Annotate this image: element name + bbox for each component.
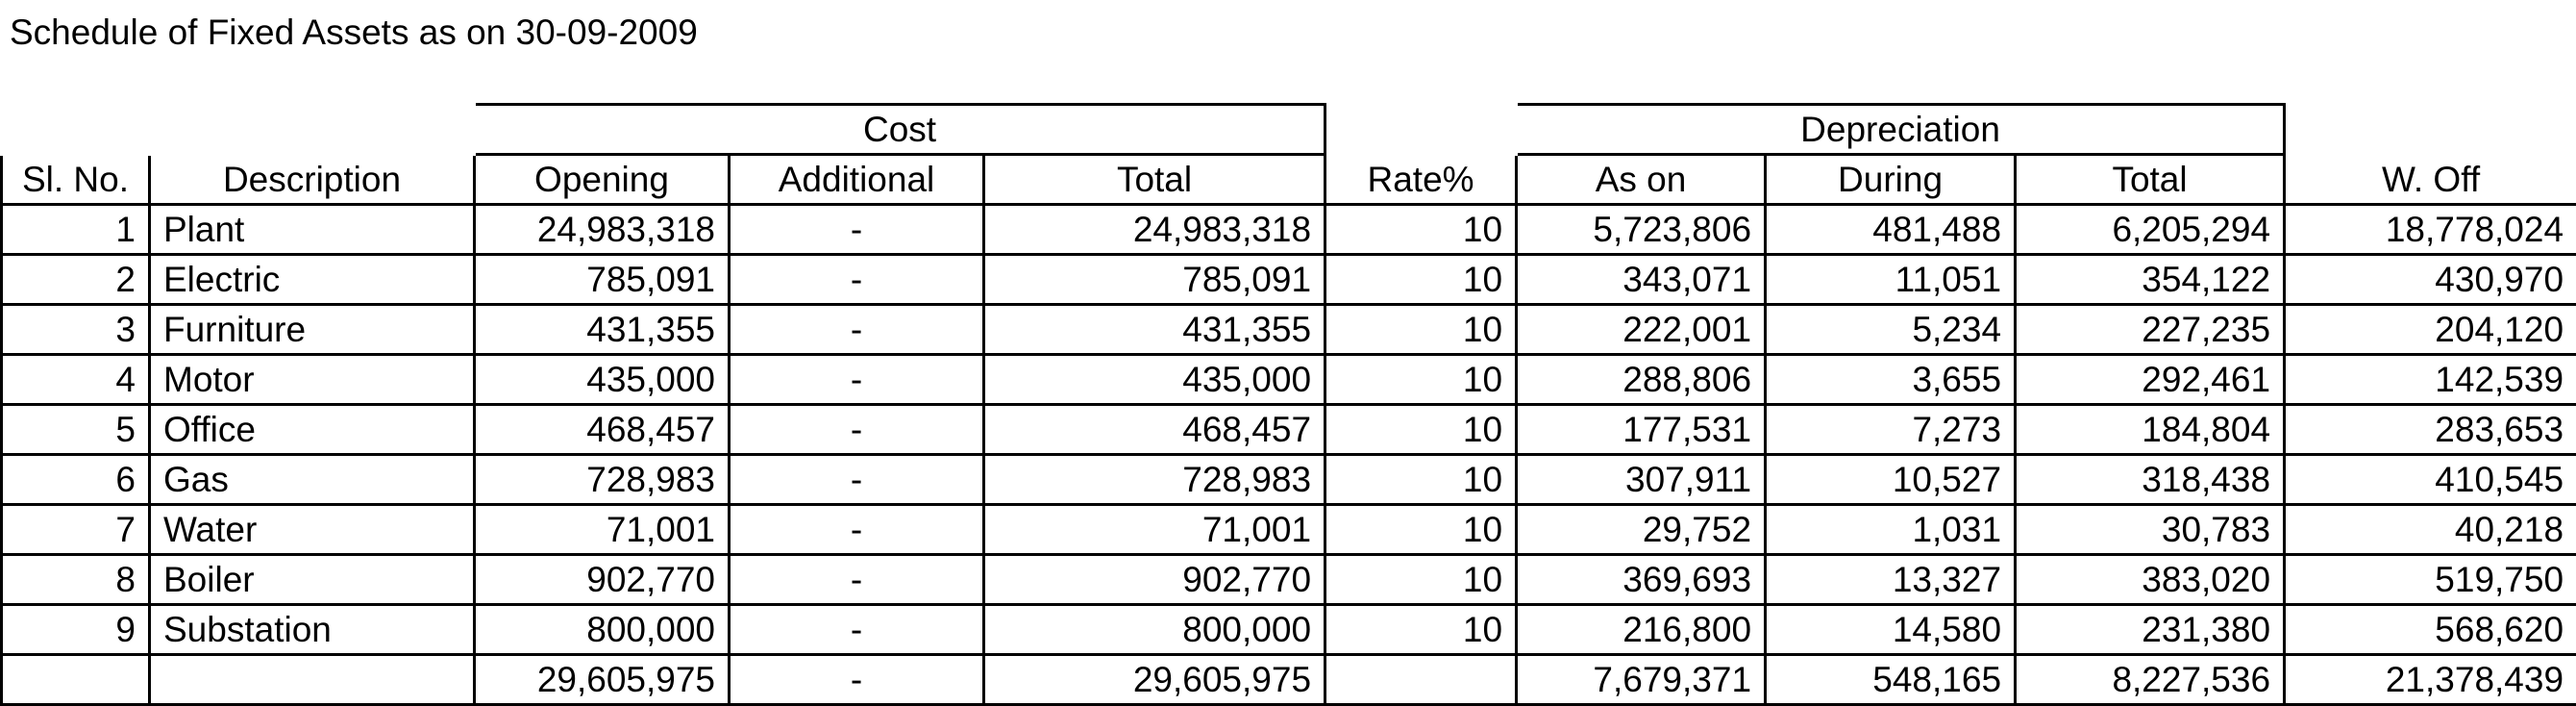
totals-w-off: 21,378,439 <box>2285 655 2576 705</box>
table-row <box>2 205 2576 255</box>
cell-rate: 10 <box>1325 455 1517 505</box>
cell-total-cost: 24,983,318 <box>984 205 1325 255</box>
cell-rate: 10 <box>1325 505 1517 555</box>
cell-during: 14,580 <box>1766 605 2016 655</box>
cell-sl-no: 6 <box>2 455 150 505</box>
cell-description: Boiler <box>150 555 475 605</box>
header-sl-no: Sl. No. <box>2 155 150 205</box>
cell-w-off: 283,653 <box>2285 405 2576 455</box>
cell-rate: 10 <box>1325 205 1517 255</box>
cell-during: 3,655 <box>1766 355 2016 405</box>
header-as-on: As on <box>1517 155 1766 205</box>
cost-group-header: Cost <box>475 105 1325 155</box>
cell-sl-no: 9 <box>2 605 150 655</box>
cell-during: 7,273 <box>1766 405 2016 455</box>
table-row <box>2 255 2576 305</box>
cell-opening: 902,770 <box>475 555 730 605</box>
cell-total-cost: 468,457 <box>984 405 1325 455</box>
header-description: Description <box>150 155 475 205</box>
cell-additional: - <box>730 605 984 655</box>
cell-rate: 10 <box>1325 305 1517 355</box>
cell-as-on: 29,752 <box>1517 505 1766 555</box>
cell-total-cost: 71,001 <box>984 505 1325 555</box>
cell-opening: 435,000 <box>475 355 730 405</box>
cell-description: Motor <box>150 355 475 405</box>
cell-as-on: 307,911 <box>1517 455 1766 505</box>
cell-opening: 431,355 <box>475 305 730 355</box>
cell-opening: 800,000 <box>475 605 730 655</box>
cell-sl-no: 8 <box>2 555 150 605</box>
cell-w-off: 142,539 <box>2285 355 2576 405</box>
totals-as-on: 7,679,371 <box>1517 655 1766 705</box>
cell-total-cost: 431,355 <box>984 305 1325 355</box>
cell-total-cost: 800,000 <box>984 605 1325 655</box>
totals-additional: - <box>730 655 984 705</box>
totals-description-blank <box>150 655 475 705</box>
cell-total-depreciation: 231,380 <box>2016 605 2285 655</box>
page-title: Schedule of Fixed Assets as on 30-09-2009 <box>10 8 698 58</box>
group-header-row <box>2 105 2576 155</box>
cell-additional: - <box>730 505 984 555</box>
cell-opening: 24,983,318 <box>475 205 730 255</box>
cell-total-depreciation: 184,804 <box>2016 405 2285 455</box>
cell-as-on: 177,531 <box>1517 405 1766 455</box>
cell-total-depreciation: 227,235 <box>2016 305 2285 355</box>
cell-additional: - <box>730 355 984 405</box>
cell-w-off: 410,545 <box>2285 455 2576 505</box>
cell-w-off: 40,218 <box>2285 505 2576 555</box>
cell-total-depreciation: 354,122 <box>2016 255 2285 305</box>
totals-sl-blank <box>2 655 150 705</box>
cell-description: Water <box>150 505 475 555</box>
cell-total-cost: 728,983 <box>984 455 1325 505</box>
cell-description: Furniture <box>150 305 475 355</box>
cell-total-cost: 435,000 <box>984 355 1325 405</box>
cell-during: 481,488 <box>1766 205 2016 255</box>
header-w-off: W. Off <box>2285 155 2576 205</box>
fixed-assets-table <box>0 103 2576 706</box>
cell-during: 5,234 <box>1766 305 2016 355</box>
header-additional: Additional <box>730 155 984 205</box>
cell-total-depreciation: 30,783 <box>2016 505 2285 555</box>
cell-opening: 71,001 <box>475 505 730 555</box>
cell-total-depreciation: 6,205,294 <box>2016 205 2285 255</box>
header-opening: Opening <box>475 155 730 205</box>
header-total-cost: Total <box>984 155 1325 205</box>
cell-total-cost: 902,770 <box>984 555 1325 605</box>
cell-additional: - <box>730 405 984 455</box>
cell-as-on: 343,071 <box>1517 255 1766 305</box>
totals-total-depreciation: 8,227,536 <box>2016 655 2285 705</box>
cell-during: 11,051 <box>1766 255 2016 305</box>
cell-sl-no: 7 <box>2 505 150 555</box>
cell-description: Gas <box>150 455 475 505</box>
cell-rate: 10 <box>1325 355 1517 405</box>
table-row <box>2 305 2576 355</box>
cell-w-off: 519,750 <box>2285 555 2576 605</box>
cell-w-off: 430,970 <box>2285 255 2576 305</box>
totals-row <box>2 655 2576 705</box>
cell-additional: - <box>730 555 984 605</box>
column-header-row <box>2 155 2576 205</box>
cell-total-depreciation: 318,438 <box>2016 455 2285 505</box>
cell-sl-no: 4 <box>2 355 150 405</box>
totals-opening: 29,605,975 <box>475 655 730 705</box>
cell-w-off: 204,120 <box>2285 305 2576 355</box>
cell-description: Substation <box>150 605 475 655</box>
table-row <box>2 405 2576 455</box>
cell-sl-no: 1 <box>2 205 150 255</box>
totals-total-cost: 29,605,975 <box>984 655 1325 705</box>
cell-total-depreciation: 383,020 <box>2016 555 2285 605</box>
header-during: During <box>1766 155 2016 205</box>
cell-rate: 10 <box>1325 555 1517 605</box>
cell-rate: 10 <box>1325 605 1517 655</box>
totals-rate-blank <box>1325 655 1517 705</box>
cell-as-on: 288,806 <box>1517 355 1766 405</box>
cell-during: 13,327 <box>1766 555 2016 605</box>
cell-opening: 468,457 <box>475 405 730 455</box>
totals-during: 548,165 <box>1766 655 2016 705</box>
cell-during: 10,527 <box>1766 455 2016 505</box>
cell-additional: - <box>730 305 984 355</box>
table-row <box>2 605 2576 655</box>
cell-w-off: 568,620 <box>2285 605 2576 655</box>
cell-additional: - <box>730 255 984 305</box>
cell-as-on: 5,723,806 <box>1517 205 1766 255</box>
cell-during: 1,031 <box>1766 505 2016 555</box>
table-row <box>2 555 2576 605</box>
table-row <box>2 505 2576 555</box>
cell-additional: - <box>730 455 984 505</box>
cell-sl-no: 2 <box>2 255 150 305</box>
table-row <box>2 455 2576 505</box>
cell-rate: 10 <box>1325 405 1517 455</box>
cell-sl-no: 5 <box>2 405 150 455</box>
cell-description: Electric <box>150 255 475 305</box>
cell-rate: 10 <box>1325 255 1517 305</box>
cell-total-cost: 785,091 <box>984 255 1325 305</box>
cell-description: Office <box>150 405 475 455</box>
depreciation-group-header: Depreciation <box>1517 105 2285 155</box>
cell-opening: 785,091 <box>475 255 730 305</box>
cell-total-depreciation: 292,461 <box>2016 355 2285 405</box>
cell-w-off: 18,778,024 <box>2285 205 2576 255</box>
table-body <box>2 205 2576 705</box>
table-row <box>2 355 2576 405</box>
cell-as-on: 216,800 <box>1517 605 1766 655</box>
cell-description: Plant <box>150 205 475 255</box>
cell-as-on: 222,001 <box>1517 305 1766 355</box>
cell-additional: - <box>730 205 984 255</box>
header-rate: Rate% <box>1325 155 1517 205</box>
cell-as-on: 369,693 <box>1517 555 1766 605</box>
header-total-depreciation: Total <box>2016 155 2285 205</box>
cell-opening: 728,983 <box>475 455 730 505</box>
cell-sl-no: 3 <box>2 305 150 355</box>
